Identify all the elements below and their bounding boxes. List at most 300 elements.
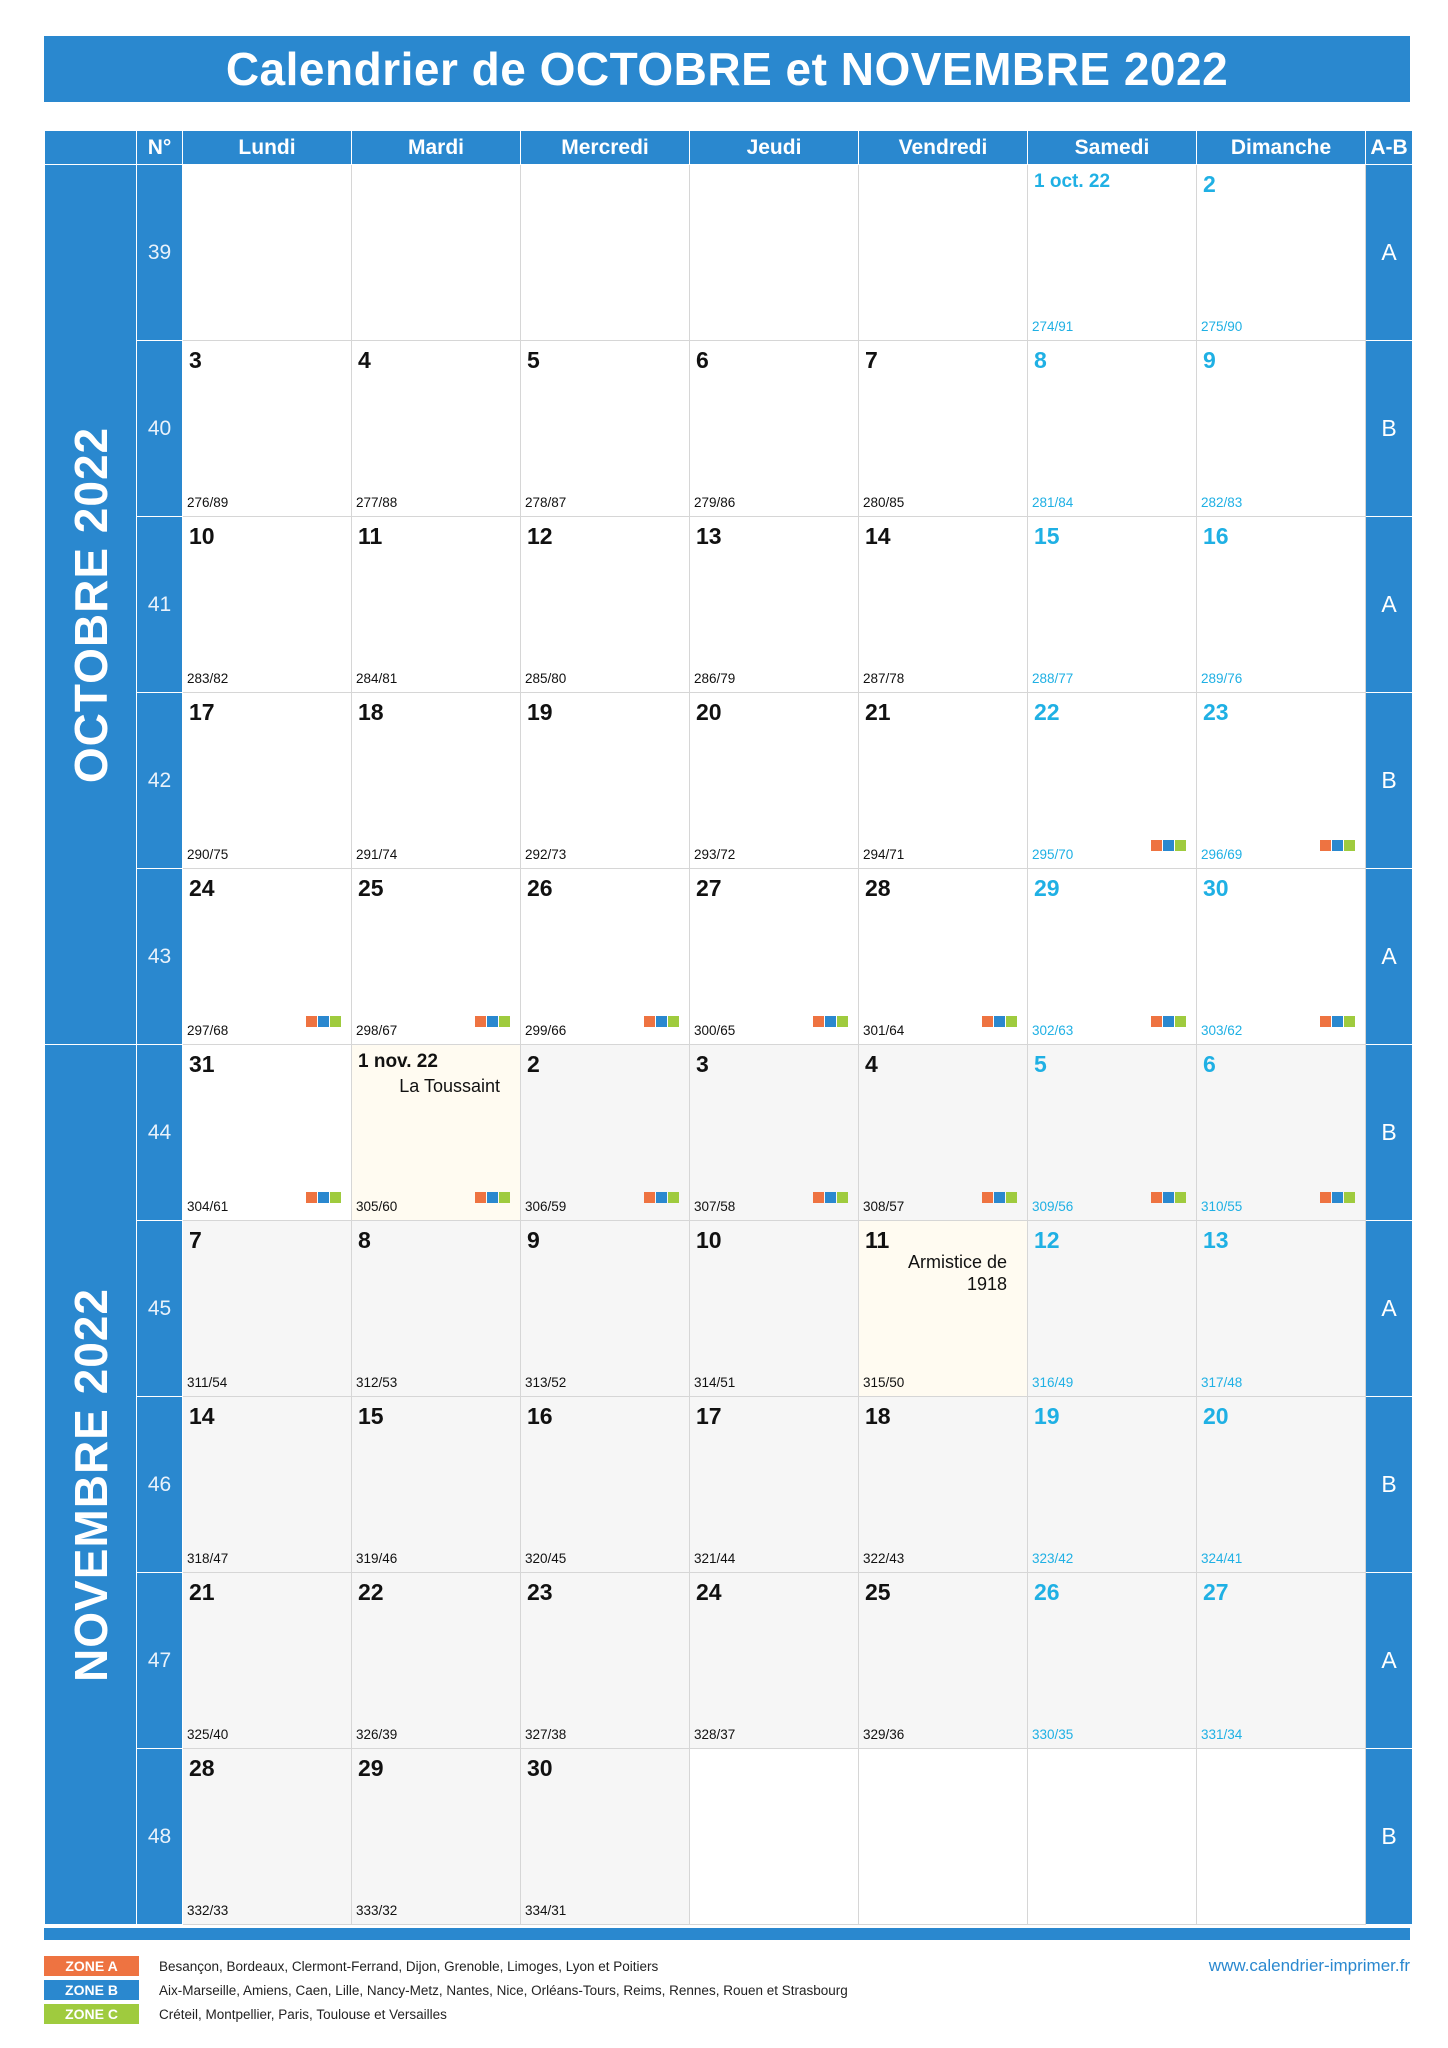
day-number: 19 (1034, 1403, 1060, 1429)
day-cell (859, 1397, 1028, 1573)
day-number: 15 (358, 1403, 384, 1429)
header-day-friday: Vendredi (859, 131, 1028, 165)
school-holiday-zones-icon (475, 1192, 510, 1203)
week-row (45, 869, 1413, 1045)
day-number: 4 (865, 1051, 878, 1077)
week-number: 39 (137, 165, 183, 341)
website-link[interactable]: www.calendrier-imprimer.fr (1208, 1956, 1410, 1975)
header-day-sunday: Dimanche (1197, 131, 1366, 165)
day-cell (859, 1573, 1028, 1749)
zone-b-marker (825, 1192, 836, 1203)
day-number: 3 (696, 1051, 709, 1077)
school-holiday-zones-icon (644, 1192, 679, 1203)
day-cell (352, 1045, 521, 1221)
day-cell-empty (690, 1749, 859, 1925)
day-of-year: 316/49 (1032, 1375, 1074, 1390)
day-of-year: 274/91 (1032, 319, 1074, 334)
day-cell (1028, 341, 1197, 517)
day-of-year: 333/32 (356, 1903, 398, 1918)
day-cell (1028, 869, 1197, 1045)
day-of-year: 296/69 (1201, 847, 1243, 862)
day-cell (352, 1397, 521, 1573)
day-cell (521, 517, 690, 693)
day-cell (1028, 1573, 1197, 1749)
day-of-year: 322/43 (863, 1551, 905, 1566)
day-number: 1 nov. 22 (358, 1051, 438, 1072)
day-of-year: 314/51 (694, 1375, 736, 1390)
school-holiday-zones-icon (1151, 1016, 1186, 1027)
day-cell (1028, 517, 1197, 693)
day-of-year: 292/73 (525, 847, 567, 862)
day-cell-empty (859, 165, 1028, 341)
day-cell (183, 1397, 352, 1573)
day-number: 30 (527, 1755, 553, 1781)
day-of-year: 275/90 (1201, 319, 1243, 334)
day-cell (1197, 1221, 1366, 1397)
zone-a-marker (1320, 1016, 1331, 1027)
zone-b-marker (318, 1016, 329, 1027)
day-cell-empty (859, 1749, 1028, 1925)
zone-c-marker (330, 1192, 341, 1203)
day-cell (183, 341, 352, 517)
zone-b-marker (1163, 1192, 1174, 1203)
school-holiday-zones-icon (1151, 1192, 1186, 1203)
day-number: 22 (1034, 699, 1060, 725)
day-number: 31 (189, 1051, 215, 1077)
zone-b-marker (1332, 1192, 1343, 1203)
zone-a-badge: ZONE A (44, 1956, 139, 1976)
day-cell (1197, 165, 1366, 341)
day-cell (690, 1221, 859, 1397)
day-number: 13 (696, 523, 722, 549)
header-day-monday: Lundi (183, 131, 352, 165)
header-week-number: N° (137, 131, 183, 165)
ab-week-marker: A (1366, 165, 1413, 341)
day-of-year: 328/37 (694, 1727, 736, 1742)
day-number: 18 (358, 699, 384, 725)
day-number: 25 (865, 1579, 891, 1605)
day-number: 14 (865, 523, 891, 549)
zone-c-marker (1344, 840, 1355, 851)
day-cell (352, 341, 521, 517)
zone-a-marker (475, 1016, 486, 1027)
zone-a-marker (644, 1192, 655, 1203)
day-of-year: 308/57 (863, 1199, 905, 1214)
week-number: 46 (137, 1397, 183, 1573)
day-of-year: 330/35 (1032, 1727, 1074, 1742)
school-holiday-zones-icon (1320, 1192, 1355, 1203)
day-cell (183, 869, 352, 1045)
school-holiday-zones-icon (475, 1016, 510, 1027)
day-number: 28 (865, 875, 891, 901)
day-number: 24 (696, 1579, 722, 1605)
ab-week-marker: B (1366, 1045, 1413, 1221)
day-cell (521, 341, 690, 517)
day-number: 21 (865, 699, 891, 725)
zone-b-marker (487, 1192, 498, 1203)
zone-b-marker (1163, 840, 1174, 851)
day-of-year: 334/31 (525, 1903, 567, 1918)
zone-b-cities: Aix-Marseille, Amiens, Caen, Lille, Nancy-Metz, Nantes, Nice, Orléans-Tours, Reims, Rennes, Rouen et Strasbourg (159, 1982, 848, 1998)
zone-c-marker (499, 1016, 510, 1027)
day-number: 28 (189, 1755, 215, 1781)
ab-week-marker: A (1366, 1221, 1413, 1397)
zone-c-badge: ZONE C (44, 2004, 139, 2024)
day-of-year: 320/45 (525, 1551, 567, 1566)
week-number: 42 (137, 693, 183, 869)
day-number: 9 (1203, 347, 1216, 373)
zone-a-marker (813, 1016, 824, 1027)
day-number: 15 (1034, 523, 1060, 549)
school-holiday-zones-icon (813, 1016, 848, 1027)
day-of-year: 327/38 (525, 1727, 567, 1742)
day-cell (352, 693, 521, 869)
day-cell (859, 1045, 1028, 1221)
day-number: 27 (696, 875, 722, 901)
day-cell (859, 517, 1028, 693)
week-row (45, 341, 1413, 517)
day-of-year: 318/47 (187, 1551, 229, 1566)
day-cell (690, 1397, 859, 1573)
day-number: 12 (1034, 1227, 1060, 1253)
day-cell (1197, 869, 1366, 1045)
day-of-year: 302/63 (1032, 1023, 1074, 1038)
month-column (45, 1045, 137, 1925)
zone-b-marker (1332, 840, 1343, 851)
school-holiday-zones-icon (982, 1192, 1017, 1203)
day-number: 29 (358, 1755, 384, 1781)
zone-b-marker (318, 1192, 329, 1203)
day-of-year: 313/52 (525, 1375, 567, 1390)
day-of-year: 315/50 (863, 1375, 905, 1390)
day-cell (1028, 1045, 1197, 1221)
day-cell (690, 341, 859, 517)
school-holiday-zones-icon (644, 1016, 679, 1027)
ab-week-marker: B (1366, 1397, 1413, 1573)
header-day-wednesday: Mercredi (521, 131, 690, 165)
day-of-year: 277/88 (356, 495, 398, 510)
header-row (45, 131, 1413, 165)
month-label: NOVEMBRE 2022 (64, 1287, 117, 1682)
day-number: 20 (696, 699, 722, 725)
zone-c-marker (1175, 840, 1186, 851)
day-of-year: 289/76 (1201, 671, 1243, 686)
day-number: 10 (189, 523, 215, 549)
zone-a-marker (813, 1192, 824, 1203)
day-number: 1 oct. 22 (1034, 171, 1111, 192)
ab-week-marker: A (1366, 1573, 1413, 1749)
calendar-grid (44, 130, 1413, 1925)
header-day-saturday: Samedi (1028, 131, 1197, 165)
zone-c-marker (668, 1016, 679, 1027)
day-of-year: 298/67 (356, 1023, 398, 1038)
day-cell (352, 1221, 521, 1397)
day-cell (521, 1221, 690, 1397)
legend-zone-b (44, 1980, 848, 2000)
day-number: 17 (696, 1403, 722, 1429)
day-number: 25 (358, 875, 384, 901)
zone-c-marker (1175, 1016, 1186, 1027)
week-row (45, 165, 1413, 341)
day-of-year: 309/56 (1032, 1199, 1074, 1214)
day-number: 16 (527, 1403, 553, 1429)
day-number: 2 (527, 1051, 540, 1077)
day-cell (352, 517, 521, 693)
week-number: 48 (137, 1749, 183, 1925)
day-of-year: 324/41 (1201, 1551, 1243, 1566)
day-number: 23 (527, 1579, 553, 1605)
day-of-year: 299/66 (525, 1023, 567, 1038)
ab-week-marker: B (1366, 693, 1413, 869)
day-of-year: 321/44 (694, 1551, 736, 1566)
day-of-year: 281/84 (1032, 495, 1074, 510)
week-number: 43 (137, 869, 183, 1045)
day-cell (1197, 517, 1366, 693)
zone-a-marker (982, 1192, 993, 1203)
day-of-year: 331/34 (1201, 1727, 1243, 1742)
school-holiday-zones-icon (982, 1016, 1017, 1027)
week-row (45, 1221, 1413, 1397)
header-ab-week: A-B (1366, 131, 1413, 165)
day-of-year: 305/60 (356, 1199, 398, 1214)
day-cell (352, 1749, 521, 1925)
zone-a-marker (306, 1192, 317, 1203)
day-number: 29 (1034, 875, 1060, 901)
day-number: 14 (189, 1403, 215, 1429)
day-of-year: 301/64 (863, 1023, 905, 1038)
zone-c-marker (1344, 1192, 1355, 1203)
zone-a-marker (1320, 840, 1331, 851)
day-number: 8 (1034, 347, 1047, 373)
month-label: OCTOBRE 2022 (64, 426, 117, 783)
day-number: 7 (189, 1227, 202, 1253)
day-cell (859, 869, 1028, 1045)
day-cell-empty (352, 165, 521, 341)
day-of-year: 278/87 (525, 495, 567, 510)
school-holiday-zones-icon (306, 1192, 341, 1203)
day-number: 6 (1203, 1051, 1216, 1077)
header-month-spacer (45, 131, 137, 165)
zone-c-marker (1344, 1016, 1355, 1027)
day-cell (183, 1045, 352, 1221)
school-holiday-zones-icon (306, 1016, 341, 1027)
day-number: 5 (1034, 1051, 1047, 1077)
header-day-thursday: Jeudi (690, 131, 859, 165)
day-of-year: 284/81 (356, 671, 398, 686)
day-cell-empty (1197, 1749, 1366, 1925)
day-cell (521, 1573, 690, 1749)
zone-b-marker (656, 1192, 667, 1203)
day-cell (1028, 165, 1197, 341)
page-title: Calendrier de OCTOBRE et NOVEMBRE 2022 (44, 36, 1410, 102)
zone-c-marker (837, 1016, 848, 1027)
day-number: 26 (1034, 1579, 1060, 1605)
zone-b-marker (656, 1016, 667, 1027)
day-of-year: 288/77 (1032, 671, 1074, 686)
ab-week-marker: B (1366, 1749, 1413, 1925)
day-cell (859, 1221, 1028, 1397)
day-of-year: 329/36 (863, 1727, 905, 1742)
zone-b-marker (1163, 1016, 1174, 1027)
day-cell (859, 693, 1028, 869)
day-of-year: 312/53 (356, 1375, 398, 1390)
day-cell-empty (1028, 1749, 1197, 1925)
footer-divider (44, 1928, 1410, 1940)
day-number: 24 (189, 875, 215, 901)
day-of-year: 304/61 (187, 1199, 229, 1214)
day-cell (183, 1221, 352, 1397)
zone-a-marker (1320, 1192, 1331, 1203)
day-cell (690, 869, 859, 1045)
week-number: 45 (137, 1221, 183, 1397)
day-of-year: 282/83 (1201, 495, 1243, 510)
day-number: 3 (189, 347, 202, 373)
day-cell-empty (521, 165, 690, 341)
day-of-year: 285/80 (525, 671, 567, 686)
legend-zone-a (44, 1956, 658, 1976)
day-of-year: 283/82 (187, 671, 229, 686)
zone-a-marker (475, 1192, 486, 1203)
school-holiday-zones-icon (813, 1192, 848, 1203)
week-row (45, 693, 1413, 869)
day-number: 9 (527, 1227, 540, 1253)
zone-b-marker (1332, 1016, 1343, 1027)
day-number: 30 (1203, 875, 1229, 901)
day-number: 17 (189, 699, 215, 725)
day-number: 8 (358, 1227, 371, 1253)
day-cell (352, 1573, 521, 1749)
day-of-year: 286/79 (694, 671, 736, 686)
day-of-year: 326/39 (356, 1727, 398, 1742)
week-row (45, 1749, 1413, 1925)
day-number: 13 (1203, 1227, 1229, 1253)
day-of-year: 291/74 (356, 847, 398, 862)
day-number: 27 (1203, 1579, 1229, 1605)
day-number: 19 (527, 699, 553, 725)
day-of-year: 297/68 (187, 1023, 229, 1038)
day-of-year: 280/85 (863, 495, 905, 510)
day-number: 11 (358, 523, 383, 549)
zone-a-marker (1151, 1192, 1162, 1203)
zone-c-marker (499, 1192, 510, 1203)
day-cell (1197, 1045, 1366, 1221)
week-number: 47 (137, 1573, 183, 1749)
day-of-year: 306/59 (525, 1199, 567, 1214)
zone-a-cities: Besançon, Bordeaux, Clermont-Ferrand, Dijon, Grenoble, Limoges, Lyon et Poitiers (159, 1958, 659, 1974)
zone-b-marker (994, 1192, 1005, 1203)
day-of-year: 293/72 (694, 847, 736, 862)
zone-c-marker (668, 1192, 679, 1203)
day-of-year: 332/33 (187, 1903, 229, 1918)
day-of-year: 279/86 (694, 495, 736, 510)
day-number: 12 (527, 523, 553, 549)
zone-a-marker (982, 1016, 993, 1027)
zone-c-marker (1006, 1192, 1017, 1203)
day-cell (690, 517, 859, 693)
day-cell (521, 693, 690, 869)
day-number: 11 (865, 1227, 890, 1253)
day-cell (859, 341, 1028, 517)
day-cell (521, 1397, 690, 1573)
school-holiday-zones-icon (1320, 1016, 1355, 1027)
day-cell (521, 1045, 690, 1221)
legend-zone-c (44, 2004, 447, 2024)
day-cell (1028, 1221, 1197, 1397)
day-number: 5 (527, 347, 540, 373)
day-cell (690, 1045, 859, 1221)
week-number: 41 (137, 517, 183, 693)
day-of-year: 307/58 (694, 1199, 736, 1214)
week-row (45, 517, 1413, 693)
holiday-name: La Toussaint (399, 1076, 500, 1096)
day-cell (521, 1749, 690, 1925)
day-number: 6 (696, 347, 709, 373)
day-cell-empty (690, 165, 859, 341)
day-of-year: 276/89 (187, 495, 229, 510)
ab-week-marker: A (1366, 517, 1413, 693)
day-cell (183, 693, 352, 869)
zone-c-marker (837, 1192, 848, 1203)
ab-week-marker: A (1366, 869, 1413, 1045)
day-cell (183, 517, 352, 693)
day-number: 20 (1203, 1403, 1229, 1429)
day-number: 21 (189, 1579, 215, 1605)
day-cell (183, 1573, 352, 1749)
week-row (45, 1045, 1413, 1221)
day-of-year: 300/65 (694, 1023, 736, 1038)
zone-b-marker (994, 1016, 1005, 1027)
ab-week-marker: B (1366, 341, 1413, 517)
school-holiday-zones-icon (1151, 840, 1186, 851)
day-number: 23 (1203, 699, 1229, 725)
day-of-year: 325/40 (187, 1727, 229, 1742)
day-cell (1028, 693, 1197, 869)
day-of-year: 311/54 (187, 1375, 228, 1390)
day-number: 16 (1203, 523, 1229, 549)
day-of-year: 310/55 (1201, 1199, 1243, 1214)
day-of-year: 294/71 (863, 847, 905, 862)
day-cell (183, 1749, 352, 1925)
day-of-year: 295/70 (1032, 847, 1074, 862)
day-of-year: 317/48 (1201, 1375, 1243, 1390)
week-number: 40 (137, 341, 183, 517)
zone-b-marker (825, 1016, 836, 1027)
day-of-year: 303/62 (1201, 1023, 1243, 1038)
week-number: 44 (137, 1045, 183, 1221)
week-row (45, 1397, 1413, 1573)
zone-a-marker (644, 1016, 655, 1027)
zone-a-marker (1151, 1016, 1162, 1027)
day-cell-empty (183, 165, 352, 341)
zone-c-marker (1006, 1016, 1017, 1027)
day-number: 26 (527, 875, 553, 901)
header-day-tuesday: Mardi (352, 131, 521, 165)
day-of-year: 290/75 (187, 847, 229, 862)
zone-c-marker (330, 1016, 341, 1027)
day-of-year: 323/42 (1032, 1551, 1074, 1566)
day-number: 22 (358, 1579, 384, 1605)
day-number: 7 (865, 347, 878, 373)
zone-b-marker (487, 1016, 498, 1027)
day-cell (1197, 693, 1366, 869)
day-cell (1197, 1573, 1366, 1749)
zone-b-badge: ZONE B (44, 1980, 139, 2000)
school-holiday-zones-icon (1320, 840, 1355, 851)
zone-a-marker (306, 1016, 317, 1027)
day-cell (690, 693, 859, 869)
day-cell (1197, 341, 1366, 517)
day-cell (1028, 1397, 1197, 1573)
